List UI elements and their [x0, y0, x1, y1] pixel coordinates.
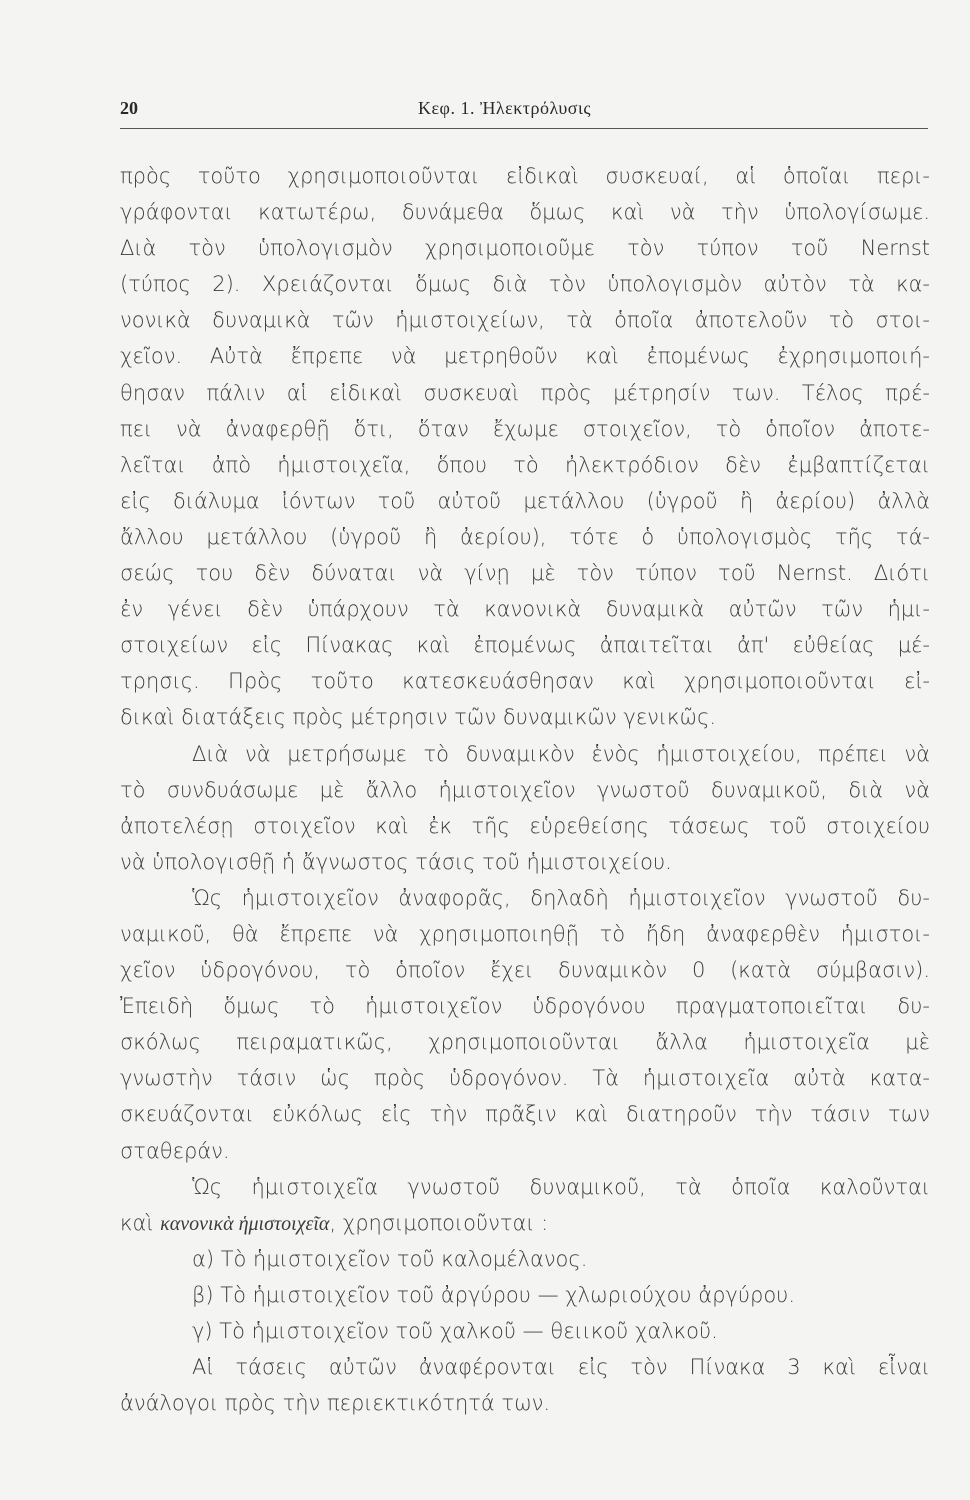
text-line: λεῖται ἀπὸ ἡμιστοιχεῖα, ὅπου τὸ ἠλεκτρόδιον δὲν ἐμβαπτίζεται: [120, 452, 930, 477]
text-line: β) Τὸ ἡμιστοιχεῖον τοῦ ἀργύρου — χλωριούχου ἀργύρου.: [192, 1282, 796, 1307]
text-line: Ὡς ἡμιστοιχεῖον ἀναφορᾶς, δηλαδὴ ἡμιστοιχεῖον γνωστοῦ δυ-: [192, 885, 930, 910]
text-line: Διὰ τὸν ὑπολογισμὸν χρησιμοποιοῦμε τὸν τύπον τοῦ Nernst: [120, 236, 930, 261]
text-line: πει νὰ ἀναφερθῇ ὅτι, ὅταν ἔχωμε στοιχεῖον, τὸ ὁποῖον ἀποτε-: [120, 416, 930, 441]
text-line: δικαὶ διατάξεις πρὸς μέτρησιν τῶν δυναμικῶν γενικῶς.: [120, 705, 717, 730]
text-line: α) Τὸ ἡμιστοιχεῖον τοῦ καλομέλανος.: [192, 1246, 588, 1271]
page-number: 20: [120, 98, 138, 118]
text-line: γ) Τὸ ἡμιστοιχεῖον τοῦ χαλκοῦ — θειικοῦ χαλκοῦ.: [192, 1319, 718, 1343]
text-line: γνωστὴν τάσιν ὡς πρὸς ὑδρογόνον. Τὰ ἡμιστοιχεῖα αὐτὰ κατα-: [120, 1066, 930, 1091]
text-line: ἀνάλογοι πρὸς τὴν περιεκτικότητά των.: [120, 1391, 551, 1416]
text-line: χεῖον. Αὐτὰ ἔπρεπε νὰ μετρηθοῦν καὶ ἐπομένως ἐχρησιμοποιή-: [120, 344, 930, 369]
text-line: τὸ συνδυάσωμε μὲ ἄλλο ἡμιστοιχεῖον γνωστοῦ δυναμικοῦ, διὰ νὰ: [120, 777, 930, 802]
text-line: γράφονται κατωτέρω, δυνάμεθα ὅμως καὶ νὰ τὴν ὑπολογίσωμε.: [120, 200, 930, 225]
text-line: Ἐπειδὴ ὅμως τὸ ἡμιστοιχεῖον ὑδρογόνου πραγματοποιεῖται δυ-: [120, 994, 930, 1019]
text-line: σκευάζονται εὐκόλως εἰς τὴν πρᾶξιν καὶ διατηροῦν τὴν τάσιν των: [120, 1102, 930, 1127]
text-line: χεῖον ὑδρογόνου, τὸ ὁποῖον ἔχει δυναμικὸν 0 (κατὰ σύμβασιν).: [120, 958, 930, 983]
line-segment: καὶ: [120, 1210, 161, 1235]
italic-term: κανονικὰ ἡμιστοιχεῖα: [160, 1212, 330, 1235]
text-line: εἰς διάλυμα ἰόντων τοῦ αὐτοῦ μετάλλου (ὑγροῦ ἢ ἀερίου) ἀλλὰ: [120, 488, 930, 513]
text-line: πρὸς τοῦτο χρησιμοποιοῦνται εἰδικαὶ συσκευαί, αἱ ὁποῖαι περι-: [120, 164, 930, 188]
text-line: σταθεράν.: [120, 1138, 230, 1163]
text-line: ἐν γένει δὲν ὑπάρχουν τὰ κανονικὰ δυναμικὰ αὐτῶν τῶν ἡμι-: [120, 597, 930, 622]
text-line: Ὡς ἡμιστοιχεῖα γνωστοῦ δυναμικοῦ, τὰ ὁποῖα καλοῦνται: [192, 1174, 930, 1199]
header-rule: [120, 128, 928, 129]
running-title: Κεφ. 1. Ἠλεκτρόλυσις: [418, 98, 591, 118]
text-line: στοιχείων εἰς Πίνακας καὶ ἐπομένως ἀπαιτεῖται ἀπ' εὐθείας μέ-: [120, 633, 930, 658]
text-line: θησαν πάλιν αἱ εἰδικαὶ συσκευαὶ πρὸς μέτρησίν των. Τέλος πρέ-: [120, 380, 930, 405]
text-line: ἄλλου μετάλλου (ὑγροῦ ἢ ἀερίου), τότε ὁ ὑπολογισμὸς τῆς τά-: [120, 524, 930, 549]
text-line: Αἱ τάσεις αὐτῶν ἀναφέρονται εἰς τὸν Πίνακα 3 καὶ εἶναι: [192, 1355, 930, 1380]
text-line: νὰ ὑπολογισθῇ ἡ ἄγνωστος τάσις τοῦ ἡμιστοιχείου.: [120, 849, 672, 874]
text-line: τρησις. Πρὸς τοῦτο κατεσκευάσθησαν καὶ χρησιμοποιοῦνται εἰ-: [120, 669, 930, 694]
text-line: σκόλως πειραματικῶς, χρησιμοποιοῦνται ἄλλα ἡμιστοιχεῖα μὲ: [120, 1030, 930, 1055]
text-line: νονικὰ δυναμικὰ τῶν ἡμιστοιχείων, τὰ ὁποῖα ἀποτελοῦν τὸ στοι-: [120, 308, 930, 333]
line-segment: , χρησιμοποιοῦνται :: [329, 1210, 549, 1235]
page-header: [120, 96, 928, 126]
text-line: (τύπος 2). Χρειάζονται ὅμως διὰ τὸν ὑπολογισμὸν αὐτὸν τὰ κα-: [120, 272, 930, 297]
text-line: ναμικοῦ, θὰ ἔπρεπε νὰ χρησιμοποιηθῇ τὸ ἤδη ἀναφερθὲν ἡμιστοι-: [120, 921, 930, 946]
text-line: Διὰ νὰ μετρήσωμε τὸ δυναμικὸν ἑνὸς ἡμιστοιχείου, πρέπει νὰ: [192, 741, 930, 766]
body-text: [120, 158, 930, 1421]
text-line: [120, 1205, 930, 1241]
text-line: σεώς του δὲν δύναται νὰ γίνῃ μὲ τὸν τύπον τοῦ Nernst. Διότι: [120, 561, 930, 586]
text-line: ἀποτελέσῃ στοιχεῖον καὶ ἐκ τῆς εὑρεθείσης τάσεως τοῦ στοιχείου: [120, 813, 930, 838]
